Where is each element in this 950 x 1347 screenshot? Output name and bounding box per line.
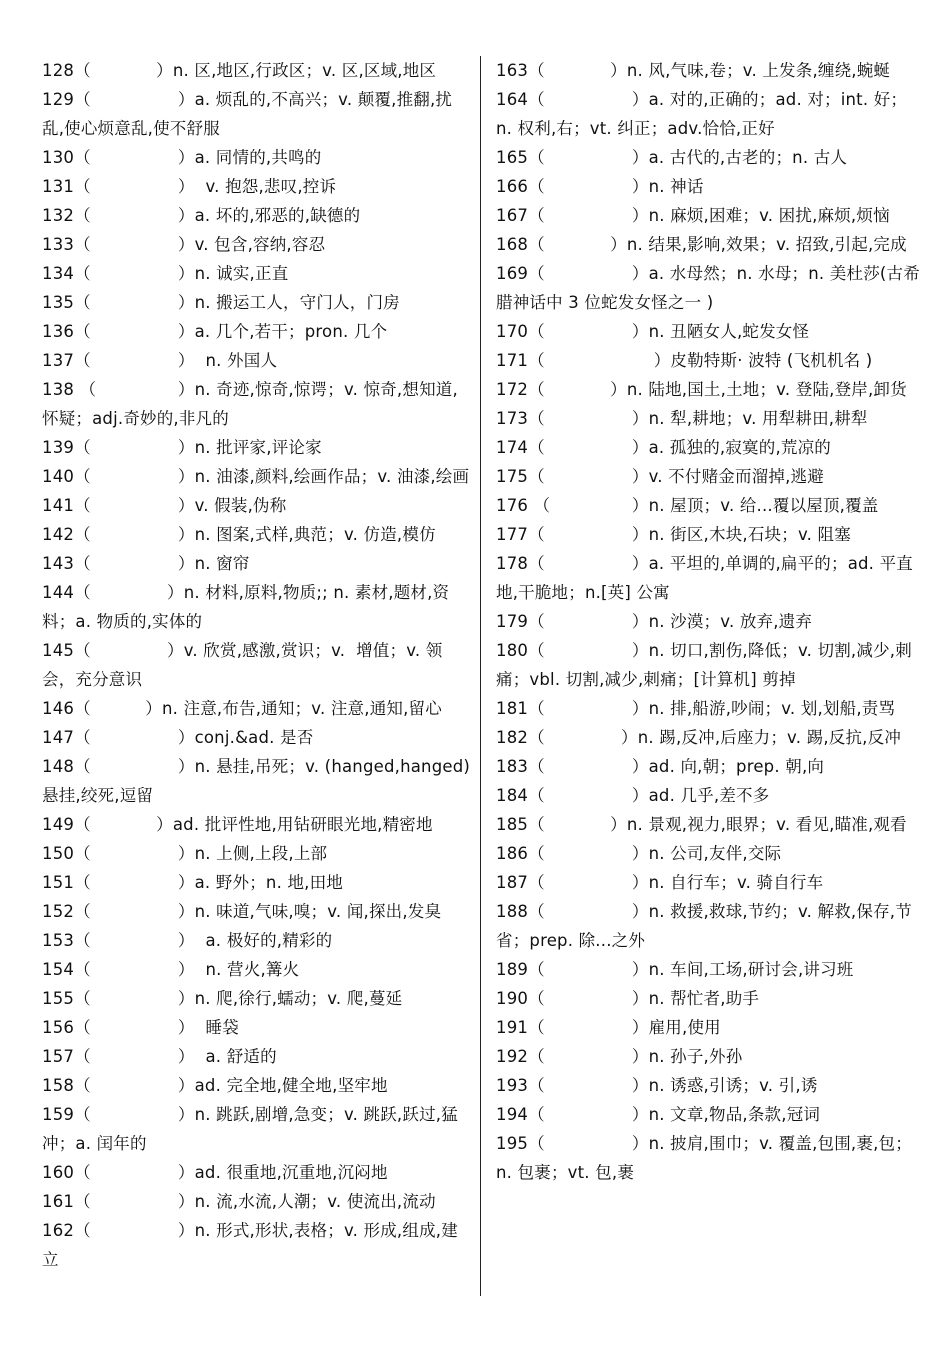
vocab-entry: 134（ ）n. 诚实,正直 [42, 264, 289, 283]
vocab-entry: 171（ ）皮勒特斯· 波特 (飞机机名 ) [496, 351, 873, 370]
vocab-entry: 143（ ）n. 窗帘 [42, 554, 250, 573]
vocab-entry: 192（ ）n. 孙子,外孙 [496, 1047, 743, 1066]
vocab-entry: 174（ ）a. 孤独的,寂寞的,荒凉的 [496, 438, 832, 457]
vocab-entry: 131（ ） v. 抱怨,悲叹,控诉 [42, 177, 337, 196]
vocab-entry: 145（ ）v. 欣赏,感激,赏识；v. 增值；v. 领会，充分意识 [42, 641, 443, 689]
vocab-entry: 170（ ）n. 丑陋女人,蛇发女怪 [496, 322, 810, 341]
vocab-entry: 150（ ）n. 上侧,上段,上部 [42, 844, 328, 863]
vocab-entry: 173（ ）n. 犁,耕地；v. 用犁耕田,耕犁 [496, 409, 868, 428]
vocab-entry: 136（ ）a. 几个,若干；pron. 几个 [42, 322, 388, 341]
vocab-entry: 160（ ）ad. 很重地,沉重地,沉闷地 [42, 1163, 388, 1182]
vocab-entry: 179（ ）n. 沙漠；v. 放弃,遗弃 [496, 612, 813, 631]
vocab-entry: 167（ ）n. 麻烦,困难；v. 困扰,麻烦,烦恼 [496, 206, 890, 225]
vocab-entry: 180（ ）n. 切口,割伤,降低；v. 切割,减少,刺痛；vbl. 切割,减少,刺痛；[计算机] 剪掉 [496, 641, 912, 689]
vocab-entry: 166（ ）n. 神话 [496, 177, 704, 196]
vocab-entry: 188（ ）n. 救援,救球,节约；v. 解救,保存,节省；prep. 除...之外 [496, 902, 912, 950]
vocab-entry: 164（ ）a. 对的,正确的；ad. 对；int. 好；n. 权利,右；vt. 纠正；adv.恰恰,正好 [496, 90, 908, 138]
vocab-entry: 129（ ）a. 烦乱的,不高兴；v. 颠覆,推翻,扰乱,使心烦意乱,使不舒服 [42, 90, 453, 138]
vocab-entry: 142（ ）n. 图案,式样,典范；v. 仿造,模仿 [42, 525, 436, 544]
vocab-entry: 162（ ）n. 形式,形状,表格；v. 形成,组成,建立 [42, 1221, 458, 1269]
vocab-entry: 168（ ）n. 结果,影响,效果；v. 招致,引起,完成 [496, 235, 907, 254]
vocab-entry: 137（ ） n. 外国人 [42, 351, 278, 370]
vocab-entry: 189（ ）n. 车间,工场,研讨会,讲习班 [496, 960, 854, 979]
vocab-entry: 161（ ）n. 流,水流,人潮；v. 使流出,流动 [42, 1192, 436, 1211]
vocab-entry: 159（ ）n. 跳跃,剧增,急变；v. 跳跃,跃过,猛冲；a. 闰年的 [42, 1105, 458, 1153]
vocab-entry: 182（ ）n. 踢,反冲,后座力；v. 踢,反抗,反冲 [496, 728, 902, 747]
vocab-entry: 175（ ）v. 不付赌金而溜掉,逃避 [496, 467, 824, 486]
vocab-entry: 154（ ） n. 营火,篝火 [42, 960, 300, 979]
vocab-entry: 177（ ）n. 街区,木块,石块；v. 阻塞 [496, 525, 851, 544]
vocab-entry: 132（ ）a. 坏的,邪恶的,缺德的 [42, 206, 361, 225]
vocab-entry: 187（ ）n. 自行车；v. 骑自行车 [496, 873, 824, 892]
vocab-entry: 147（ ）conj.&ad. 是否 [42, 728, 314, 747]
vocab-entry: 176 （ ）n. 屋顶；v. 给...覆以屋顶,覆盖 [496, 496, 879, 515]
vocab-entry: 151（ ）a. 野外；n. 地,田地 [42, 873, 344, 892]
vocab-entry: 153（ ） a. 极好的,精彩的 [42, 931, 333, 950]
vocab-entry: 181（ ）n. 排,船游,吵闹；v. 划,划船,责骂 [496, 699, 896, 718]
vocab-entry: 152（ ）n. 味道,气味,嗅；v. 闻,探出,发臭 [42, 902, 442, 921]
vocab-entry: 135（ ）n. 搬运工人，守门人，门房 [42, 293, 400, 312]
vocab-entry: 178（ ）a. 平坦的,单调的,扁平的；ad. 平直地,干脆地；n.[英] 公寓 [496, 554, 913, 602]
vocab-entry: 130（ ）a. 同情的,共鸣的 [42, 148, 322, 167]
vocab-entry: 191（ ）雇用,使用 [496, 1018, 721, 1037]
vocab-entry: 165（ ）a. 古代的,古老的；n. 古人 [496, 148, 848, 167]
vocab-entry: 163（ ）n. 风,气味,卷；v. 上发条,缠绕,蜿蜒 [496, 61, 891, 80]
vocab-entry: 190（ ）n. 帮忙者,助手 [496, 989, 760, 1008]
vocab-entry: 144（ ）n. 材料,原料,物质;; n. 素材,题材,资料；a. 物质的,实体的 [42, 583, 450, 631]
vocab-entry: 155（ ）n. 爬,徐行,蠕动；v. 爬,蔓延 [42, 989, 403, 1008]
vocab-entry: 140（ ）n. 油漆,颜料,绘画作品；v. 油漆,绘画 [42, 467, 470, 486]
vocab-entry: 138 （ ）n. 奇迹,惊奇,惊谔；v. 惊奇,想知道,怀疑；adj.奇妙的,非凡的 [42, 380, 458, 428]
left-column [42, 56, 472, 1274]
vocab-entry: 169（ ）a. 水母然；n. 水母；n. 美杜莎(古希腊神话中 3 位蛇发女怪之一 ) [496, 264, 920, 312]
vocab-entry: 133（ ）v. 包含,容纳,容忍 [42, 235, 326, 254]
vocab-entry: 194（ ）n. 文章,物品,条款,冠词 [496, 1105, 821, 1124]
vocab-entry: 186（ ）n. 公司,友伴,交际 [496, 844, 782, 863]
vocab-entry: 157（ ） a. 舒适的 [42, 1047, 277, 1066]
vocab-entry: 128（ ）n. 区,地区,行政区；v. 区,区域,地区 [42, 61, 437, 80]
vocab-entry: 183（ ）ad. 向,朝；prep. 朝,向 [496, 757, 825, 776]
vocab-entry: 148（ ）n. 悬挂,吊死；v. (hanged,hanged)悬挂,绞死,逗留 [42, 757, 471, 805]
vocab-entry: 172（ ）n. 陆地,国土,土地；v. 登陆,登岸,卸货 [496, 380, 907, 399]
vocab-entry: 158（ ）ad. 完全地,健全地,坚牢地 [42, 1076, 388, 1095]
vocab-entry: 195（ ）n. 披肩,围巾；v. 覆盖,包围,裹,包；n. 包裹；vt. 包,裹 [496, 1134, 912, 1182]
vocab-entry: 193（ ）n. 诱惑,引诱；v. 引,诱 [496, 1076, 818, 1095]
vocab-entry: 141（ ）v. 假装,伪称 [42, 496, 287, 515]
column-divider [480, 56, 481, 1296]
vocab-entry: 185（ ）n. 景观,视力,眼界；v. 看见,瞄准,观看 [496, 815, 907, 834]
vocab-entry: 184（ ）ad. 几乎,差不多 [496, 786, 770, 805]
vocab-entry: 156（ ） 睡袋 [42, 1018, 239, 1037]
vocab-entry: 149（ ）ad. 批评性地,用钻研眼光地,精密地 [42, 815, 433, 834]
vocab-entry: 146（ ）n. 注意,布告,通知；v. 注意,通知,留心 [42, 699, 442, 718]
right-column [496, 56, 922, 1187]
vocab-entry: 139（ ）n. 批评家,评论家 [42, 438, 322, 457]
